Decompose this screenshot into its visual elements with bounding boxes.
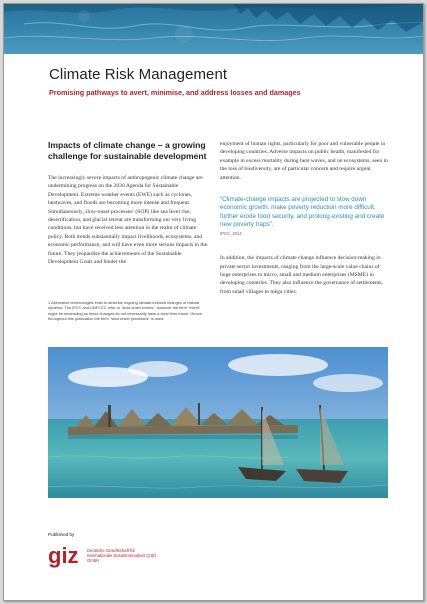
quote-source: IPCC, 2014	[220, 231, 242, 237]
giz-logo-text: giz	[48, 544, 79, 568]
title-block	[32, 54, 423, 102]
footnote: 1 Alternative terminologies exist to describe ongoing climate-induced changes of natural systems. The IPCC and UNFCCC refer to "slow onset events", however the term "event" might be misleading as these changes do not necessarily have a clear time frame. Hence, throughout this publication the term "slow onset processes" is used.	[48, 300, 203, 322]
published-by-label: Published by	[48, 532, 75, 537]
header-banner-image	[4, 4, 423, 54]
right-paragraph-1: enjoyment of human rights, particularly for poor and vulnerable people in developing countries. Adverse impacts on public health, manifested for example in excess mortality during heat waves, and on ecosystems, seen in the loss of biodiversity, are of particular concern and require urgent attention.	[220, 141, 388, 181]
island-boats-photo	[48, 347, 388, 498]
document-subtitle: Promising pathways to avert, minimise, and address losses and damages	[49, 88, 301, 97]
right-paragraph-2: In addition, the impacts of climate change influence decision-making in private sector investments, ranging from the large-scale value chains of huge enterprises to micro, small and medium enterprises (MSME) in developing countries. They also influence the governance of settlements, from small villages to mega cities.	[220, 255, 383, 295]
left-paragraph: The increasingly severe impacts of anthropogenic climate change are undermining progress on the 2030 Agenda for Sustainable Development. Extreme weather events (EWE) such as cyclones, heatwaves, and floods are becoming more intense and frequent. Simultaneously, slow-onset processes¹ (SOP) like sea level rise, desertification, and glacial retreat are transforming our very living conditions, but have received less attention in the realm of climate policy. Both trends substantially impact livelihoods, ecosystems, and economic performance, and will have even more serious impacts in the future. They jeopardise the achievements of the Sustainable Development Goals and hinder the	[48, 175, 208, 266]
organisation-name: Deutsche Gesellschaft für Internationale Zusammenarbeit (GIZ) GmbH	[87, 548, 156, 564]
pull-quote: “Climate-change impacts are projected to slow down economic growth, make poverty reduction more difficult, further erode food security, and prolong existing and create new poverty traps”.	[220, 196, 385, 228]
section-heading: Impacts of climate change – a growing challenge for sustainable development	[48, 140, 207, 161]
giz-logo	[48, 544, 84, 573]
document-title: Climate Risk Management	[49, 66, 228, 83]
right-column	[220, 140, 388, 296]
left-column	[48, 140, 208, 266]
document-page	[3, 3, 424, 601]
